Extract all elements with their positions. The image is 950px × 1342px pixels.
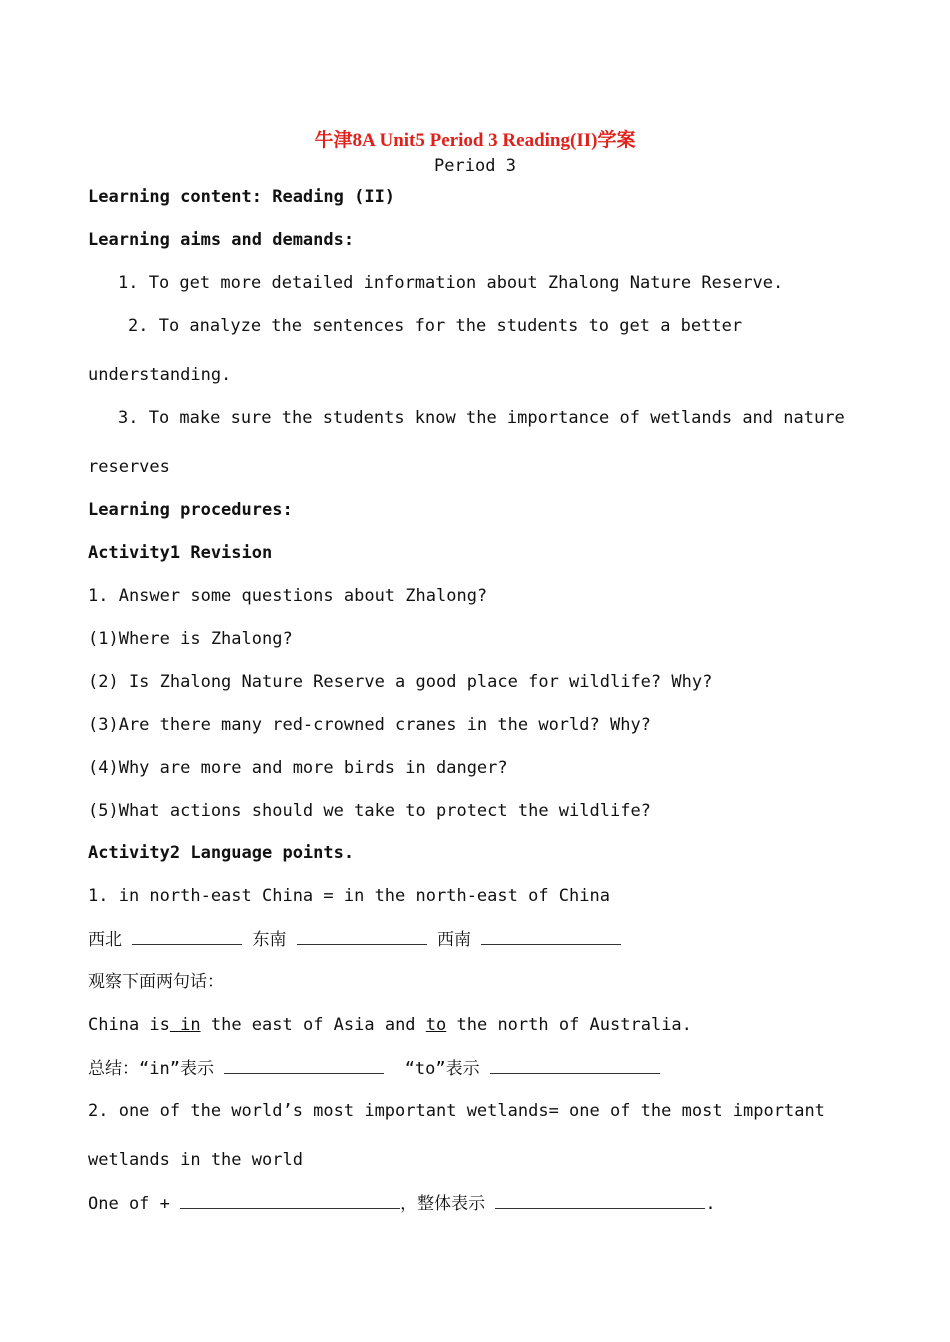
one-of-meaning: ，整体表示 [400,1194,486,1214]
aim-item-3-cont: reserves [88,457,170,477]
one-of-label: One of + [88,1194,181,1214]
one-of-row [88,1192,716,1215]
direction-southwest: 西南 [437,930,471,950]
page-subtitle: Period 3 [434,156,516,176]
example-in: in [169,1015,201,1035]
summary-row [88,1057,660,1080]
question-2: (2) Is Zhalong Nature Reserve a good place for wildlife? Why? [88,672,713,692]
page-title: 牛津8A Unit5 Period 3 Reading(II)学案 [314,130,636,151]
aim-item-1: 1. To get more detailed information about Zhalong Nature Reserve. [118,273,784,293]
blank-summary-to[interactable] [490,1057,660,1074]
one-of-end: . [705,1194,716,1214]
point-2-cont: wetlands in the world [88,1150,303,1170]
direction-southeast: 东南 [252,930,287,950]
point-1: 1. in north-east China = in the north-east of China [88,886,610,906]
activity2-heading: Activity2 Language points. [88,843,355,863]
procedures-heading: Learning procedures: [88,500,293,520]
summary-label: 总结： [88,1059,139,1079]
question-5: (5)What actions should we take to protect the wildlife? [88,801,651,821]
aim-item-2-cont: understanding. [88,365,232,385]
learning-content: Learning content: Reading (II) [88,187,396,207]
direction-northwest: 西北 [88,930,122,950]
blank-southeast[interactable] [297,928,427,945]
aim-item-3: 3. To make sure the students know the importance of wetlands and nature [118,408,845,428]
aims-heading: Learning aims and demands: [88,230,355,250]
question-1: (1)Where is Zhalong? [88,629,293,649]
aim-item-2: 2. To analyze the sentences for the students to get a better [128,316,743,336]
question-3: (3)Are there many red-crowned cranes in the world? Why? [88,715,651,735]
example-part-1: China is [88,1015,170,1035]
summary-to: “to”表示 [404,1059,480,1079]
question-4: (4)Why are more and more birds in danger? [88,758,508,778]
example-part-3: the north of Australia. [446,1015,692,1035]
blank-one-of-meaning[interactable] [495,1192,705,1209]
directions-row [88,928,621,951]
activity1-heading: Activity1 Revision [88,543,273,563]
blank-one-of[interactable] [180,1192,400,1209]
example-to: to [425,1015,447,1035]
example-sentence [88,1014,692,1036]
blank-southwest[interactable] [481,928,621,945]
activity1-intro: 1. Answer some questions about Zhalong? [88,586,488,606]
example-part-2: the east of Asia and [200,1015,426,1035]
observe-label: 观察下面两句话： [88,972,224,992]
blank-northwest[interactable] [132,928,242,945]
summary-in: “in”表示 [139,1059,214,1079]
point-2: 2. one of the world’s most important wetlands= one of the most important [88,1101,825,1121]
blank-summary-in[interactable] [224,1057,384,1074]
